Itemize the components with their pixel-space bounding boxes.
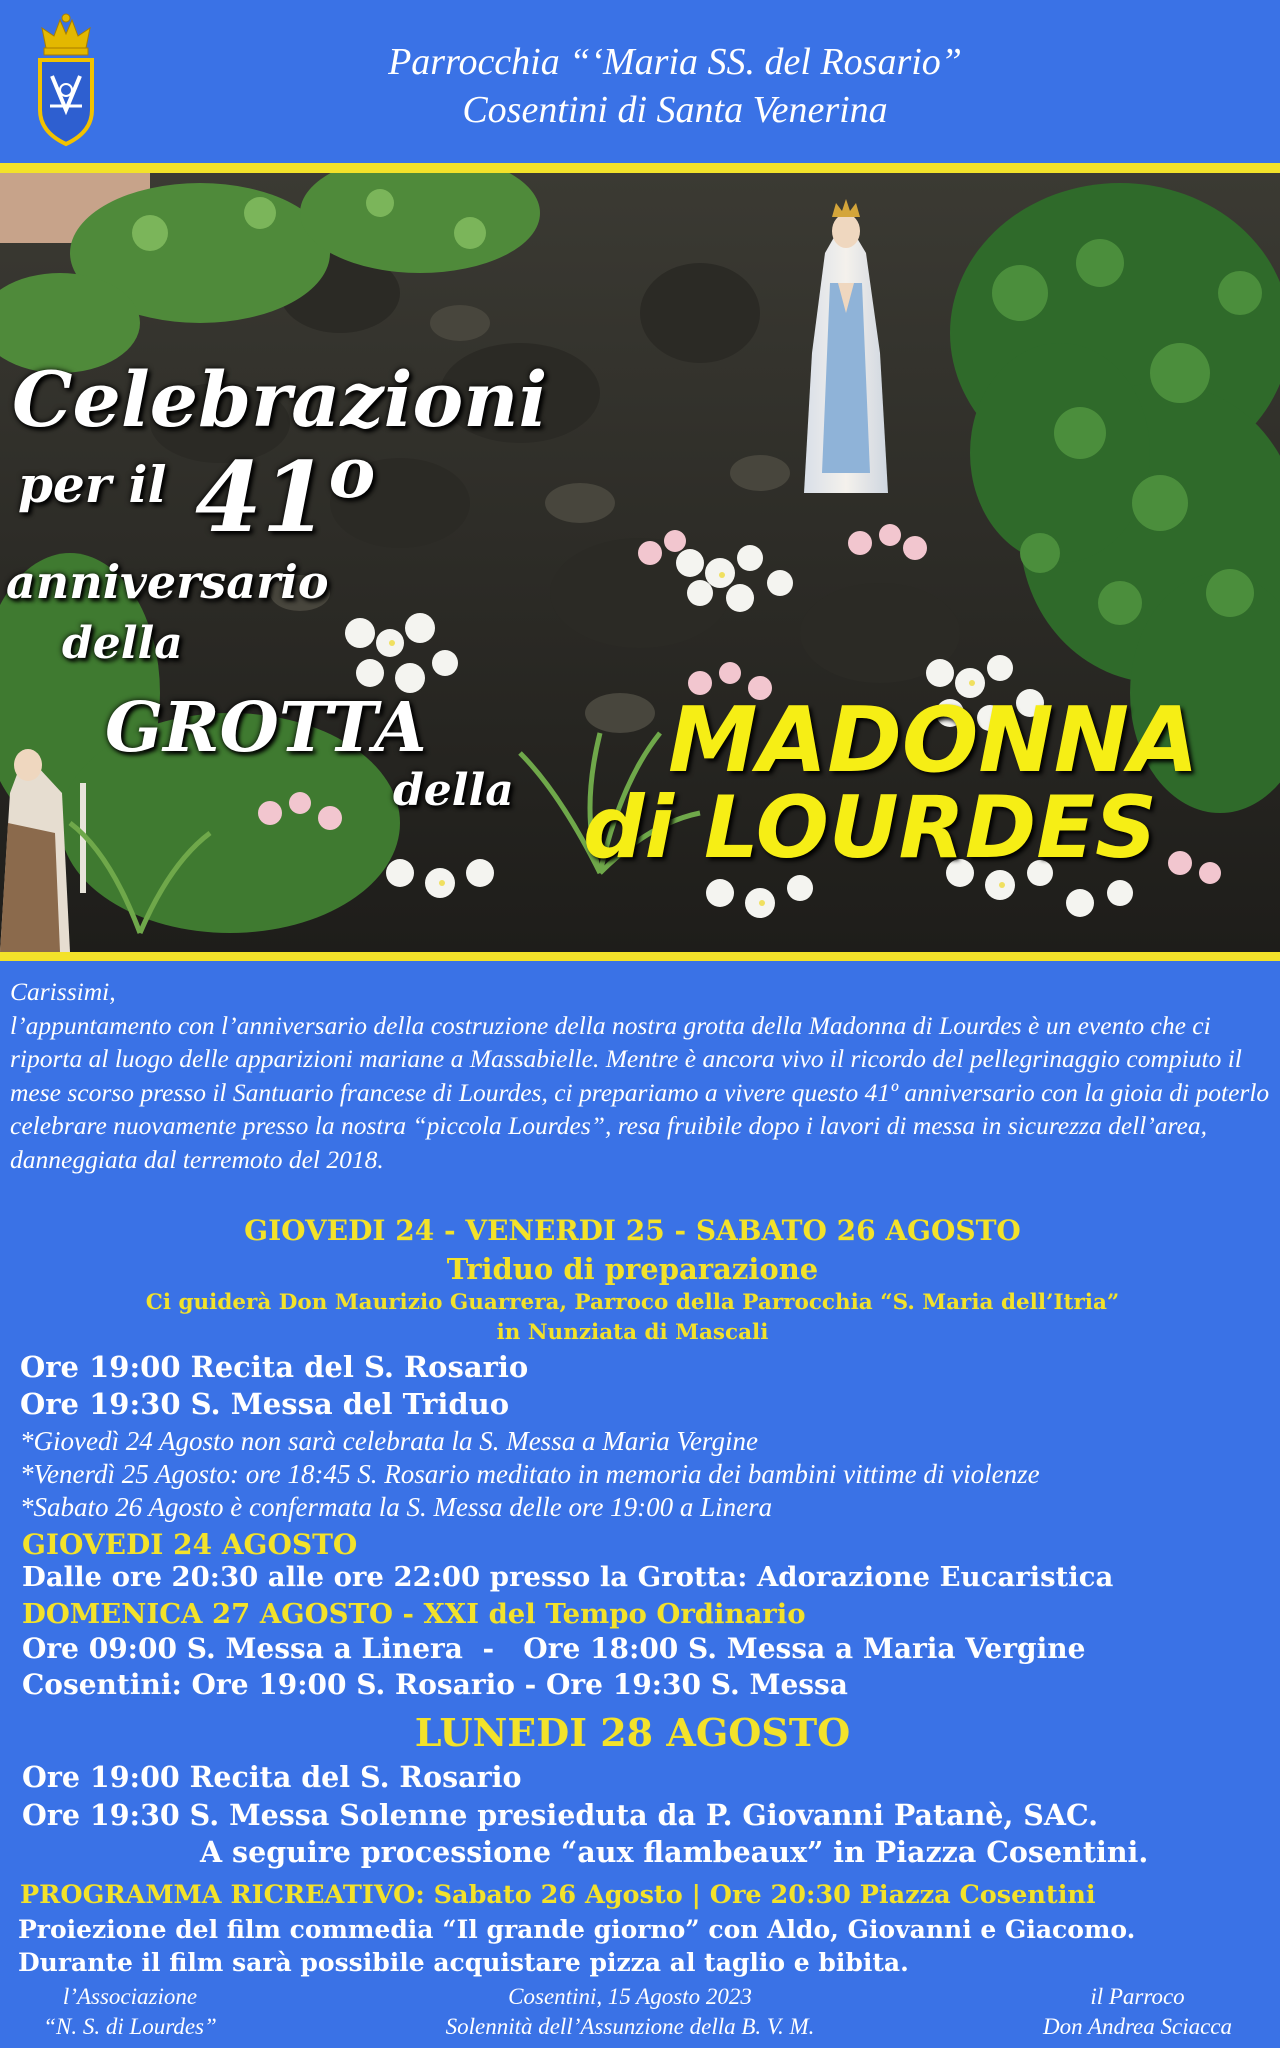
grotto-photo xyxy=(0,173,1280,952)
intro-body: l’appuntamento con l’anniversario della costruzione della nostra grotta della Madonna di Lourdes è un evento che ci riporta al luogo delle apparizioni mariane a Massabielle. Mentre è ancora vivo il ricordo del pellegrinaggio compiuto il mese scorso presso il Santuario francese di Lourdes, ci prepariamo a vivere questo 41º anniversario con la gioia di poterlo celebrare nuovamente presso la nostra “piccola Lourdes”, resa fruibile dopo i lavori di messa in sicurezza dell’area, danneggiata dal terremoto del 2018. xyxy=(10,1010,1270,1174)
triduo-note-2: *Venerdì 25 Agosto: ore 18:45 S. Rosario meditato in memoria dei bambini vittime di violenze xyxy=(20,1459,1040,1489)
title-per-il: per il xyxy=(18,455,167,514)
title-ordinal: o xyxy=(328,431,376,514)
lunedi-line-2: Ore 19:30 S. Messa Solenne presieduta da P. Giovanni Patanè, SAC. xyxy=(22,1798,1099,1832)
triduo-item-rosario: Ore 19:00 Recita del S. Rosario xyxy=(20,1350,529,1384)
giovedi-heading: GIOVEDI 24 AGOSTO xyxy=(22,1528,358,1561)
lunedi-heading: LUNEDI 28 AGOSTO xyxy=(414,1710,851,1755)
parish-line-2: Cosentini di Santa Venerina xyxy=(462,89,888,131)
intro-greeting: Carissimi, xyxy=(10,977,116,1006)
domenica-line-1: Ore 09:00 S. Messa a Linera - Ore 18:00 S. Messa a Maria Vergine xyxy=(22,1632,1086,1665)
title-di-lourdes: di LOURDES xyxy=(583,778,1157,878)
triduo-guide-line-2: in Nunziata di Mascali xyxy=(496,1320,769,1345)
lunedi-line-1: Ore 19:00 Recita del S. Rosario xyxy=(22,1760,522,1794)
title-grotta: GROTTA xyxy=(105,688,427,768)
title-della-2: della xyxy=(393,765,514,816)
footer-center-line-2: Solennità dell’Assunzione della B. V. M. xyxy=(445,2014,815,2039)
triduo-item-messa: Ore 19:30 S. Messa del Triduo xyxy=(20,1387,510,1421)
triduo-heading: Triduo di preparazione xyxy=(446,1252,819,1286)
triduo-note-3: *Sabato 26 Agosto è confermata la S. Messa delle ore 19:00 a Linera xyxy=(20,1492,773,1522)
top-yellow-stripe xyxy=(0,163,1280,173)
ricreativo-line-1: Proiezione del film commedia “Il grande giorno” con Aldo, Giovanni e Giacomo. xyxy=(18,1915,1136,1944)
triduo-note-1: *Giovedì 24 Agosto non sarà celebrata la S. Messa a Maria Vergine xyxy=(20,1426,758,1456)
triduo-guide-line-1: Ci guiderà Don Maurizio Guarrera, Parroco della Parrocchia “S. Maria dell’Itria” xyxy=(145,1290,1120,1315)
title-madonna: MADONNA xyxy=(668,688,1199,793)
title-celebrazioni: Celebrazioni xyxy=(12,355,548,444)
footer-center-line-1: Cosentini, 15 Agosto 2023 xyxy=(508,1984,752,2009)
ricreativo-heading: PROGRAMMA RICREATIVO: Sabato 26 Agosto | Ore 20:30 Piazza Cosentini xyxy=(20,1880,1096,1910)
footer-right-line-1: il Parroco xyxy=(1090,1984,1185,2009)
title-number xyxy=(195,431,375,554)
intro-letter xyxy=(10,975,1272,1177)
header-banner xyxy=(0,0,1280,163)
parish-line-1: Parrocchia “‘Maria SS. del Rosario” xyxy=(388,41,962,83)
footer-left-line-2: “N. S. di Lourdes” xyxy=(43,2014,217,2039)
title-della-1: della xyxy=(62,618,183,669)
parish-crest-icon xyxy=(30,10,102,150)
giovedi-adorazione: Dalle ore 20:30 alle ore 22:00 presso la Grotta: Adorazione Eucaristica xyxy=(22,1561,1114,1593)
footer-parroco xyxy=(1005,1982,1270,2042)
parish-name xyxy=(150,38,1200,134)
title-anniversario: anniversario xyxy=(6,555,329,609)
footer-association xyxy=(20,1982,240,2042)
title-41: 41 xyxy=(195,441,329,554)
domenica-heading: DOMENICA 27 AGOSTO - XXI del Tempo Ordinario xyxy=(22,1598,806,1630)
domenica-line-2: Cosentini: Ore 19:00 S. Rosario - Ore 19:30 S. Messa xyxy=(22,1668,848,1701)
lunedi-line-3: A seguire processione “aux flambeaux” in Piazza Cosentini. xyxy=(200,1835,1149,1869)
bottom-yellow-stripe xyxy=(0,952,1280,961)
footer-right-line-2: Don Andrea Sciacca xyxy=(1042,2014,1233,2039)
ricreativo-line-2: Durante il film sarà possibile acquistare pizza al taglio e bibita. xyxy=(18,1948,909,1977)
triduo-dates: GIOVEDI 24 - VENERDI 25 - SABATO 26 AGOSTO xyxy=(244,1214,1021,1247)
footer-date xyxy=(370,1982,890,2042)
footer-left-line-1: l’Associazione xyxy=(62,1984,198,2009)
